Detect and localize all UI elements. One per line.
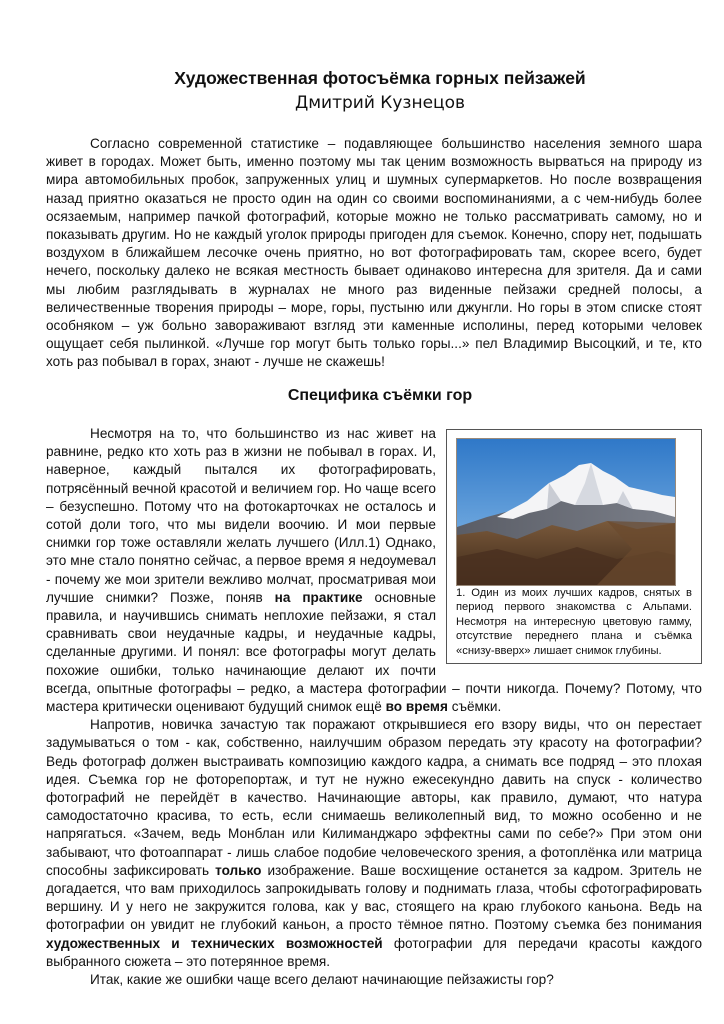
- figure-caption: 1. Один из моих лучших кадров, снятых в период первого знакомства с Альпами. Несмотря на интересную цветовую гамму, отсутствие переднего плана и съёмка «снизу-вверх» лишает снимок глубины.: [456, 587, 692, 657]
- paragraph-3-text-a: Напротив, новичка зачастую так поражают открывшиеся его взору виды, что он перестает задумываться о том - как, собственно, наилучшим образом передать эту красоту на фотографии? Ведь фотограф должен выстраивать композицию каждого кадра, а снимать все подряд – это плохая идея. Съемка гор не фоторепортаж, и тут не нужно ежесекундно давить на спуск - количество фотографий не перейдёт в качество. Начинающие авторы, как правило, думают, что натура самодостаточно красива, то есть, если снимаешь великолепный вид, то можно особенно и не напрягаться. «Зачем, ведь Монблан или Килиманджаро эффектны сами по себе?» При этом они забывают, что фотоаппарат - лишь слабое подобие человеческого зрения, а фотоплёнка или матрица способны зафиксировать: [46, 717, 702, 878]
- section-heading: Специфика съёмки гор: [287, 387, 473, 404]
- paragraph-2-text-c: съёмки.: [447, 699, 502, 715]
- paragraph-3-bold-b: художественных и технических возможностей: [46, 935, 383, 951]
- article-title: Художественная фотосъёмка горных пейзажей: [174, 68, 586, 88]
- paragraph-2-bold-a: на практике: [274, 589, 363, 605]
- paragraph-3-text-b: изображение. Ваше восхищение останется за кадром. Зритель не догадается, что вам приходилось запрокидывать голову и поднимать глаза, чтобы сфотографировать вершину. И у него не закружится голова, как у вас, стоящего на краю глубокого каньона. Ведь на фотографии он увидит не глубокий каньон, а просто тёмное пятно. Поэтому съемка без понимания: [46, 862, 702, 933]
- intro-paragraph: Согласно современной статистике – подавляющее большинство населения земного шара живет в городах. Может быть, именно поэтому мы так ценим возможность вырваться на природу из мира автомобильных пробок, запруженных улиц и шумных супермаркетов. Но после возвращения назад приятно оказаться не просто один на один со своими воспоминаниями, а с чем-нибудь более осязаемым, например пачкой фотографий, которые можно не только рассматривать самому, но и показывать другим. Но не каждый уголок природы пригоден для съемок. Конечно, спору нет, подышать воздухом в ближайшем лесочке очень приятно, но вот фотографировать там, скорее всего, будет нечего, поскольку далеко не всякая местность бывает одинаково интересна для зрителя. Да и сами мы любим разглядывать в журналах не много раз виденные пейзажи средней полосы, а величественные творения природы – море, горы, пустыню или джунгли. Но горы в этом списке стоят особняком – уж больно завораживают взгляд эти каменные исполины, перед которыми человек ощущает себя пылинкой. «Лучше гор могут быть только горы...» пел Владимир Высоцкий, и те, кто хоть раз побывал в горах, знают - лучше не скажешь!: [46, 136, 702, 370]
- paragraph-2-text-b: основные правила, и научившись снимать неплохие пейзажи, я стал сравнивать свои неудачные кадры, и неудачные кадры, сделанные другими. И понял: все фотографы могут делать похожие ошибки, только начинающие делают их почти всегда, опытные фотографы – редко, а мастера фотографии – почти никогда. Почему? Потому, что мастера критически оценивают будущий снимок ещё: [46, 589, 702, 715]
- figure-illustration-1: [446, 429, 702, 664]
- paragraph-2-text-a: Несмотря на то, что большинство из нас живет на равнине, редко кто хоть раз в жизни не побывал в горах. И, наверное, каждый пытался их фотографировать, потрясённый вечной красотой и величием гор. Но чаще всего – безуспешно. Потому что на фотокарточках не осталось и сотой доли того, что мы видели воочию. И мои первые снимки гор тоже оставляли желать лучшего (Илл.1) Однако, это мне стало понятно сейчас, а первое время я недоумевал - почему же мои зрители вежливо молчат, просматривая мои лучшие снимки? Позже, поняв: [46, 426, 436, 605]
- paragraph-3-bold-a: только: [215, 862, 262, 878]
- article-author: Дмитрий Кузнецов: [294, 93, 466, 113]
- paragraph-4: Итак, какие же ошибки чаще всего делают начинающие пейзажисты гор?: [90, 972, 554, 988]
- paragraph-2-bold-b: во время: [385, 699, 448, 715]
- paragraph-3-text-c: фотографии для передачи красоты каждого выбранного сюжета – это потерянное время.: [46, 935, 702, 969]
- section-body: [46, 425, 702, 989]
- mountain-photo: [456, 438, 676, 586]
- paragraph-3: [46, 716, 702, 971]
